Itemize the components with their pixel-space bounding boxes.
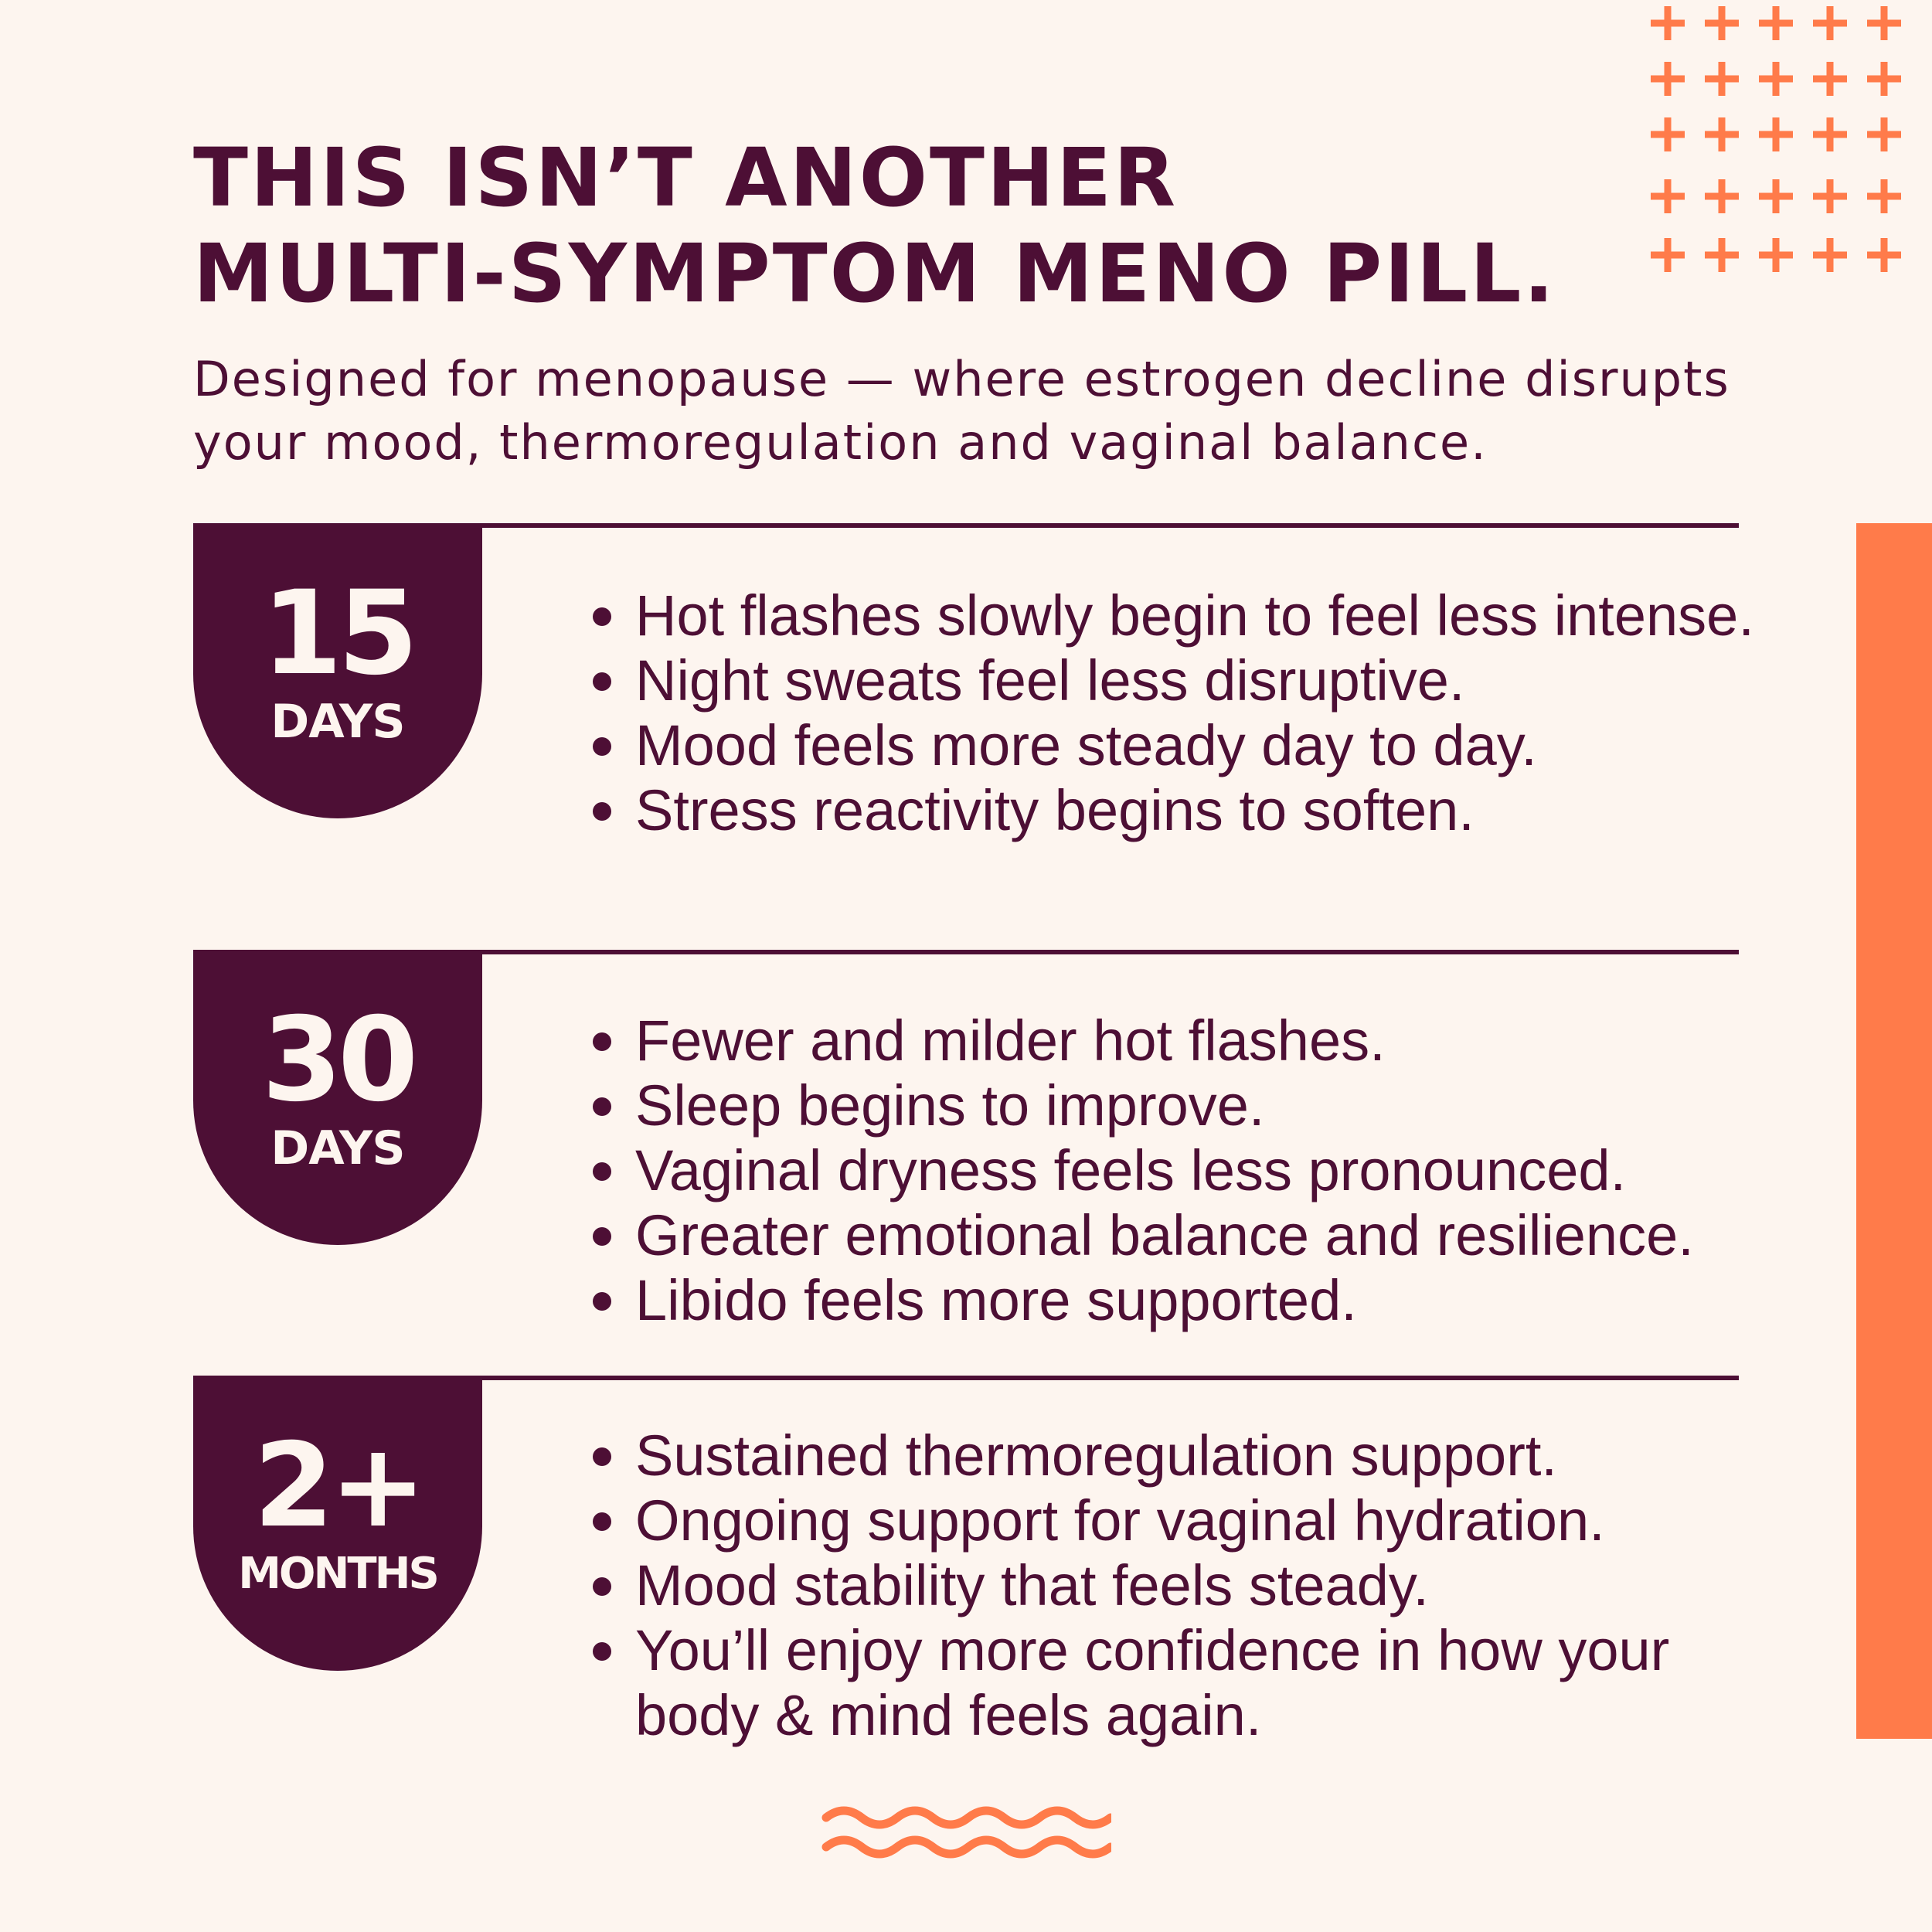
timeline-section-15-days xyxy=(193,523,1754,842)
timeline-section-30-days xyxy=(193,950,1739,1332)
section-divider xyxy=(479,1376,1739,1380)
headline-line-1: THIS ISN’T ANOTHER xyxy=(193,131,1179,225)
benefit-item: Sleep begins to improve. xyxy=(583,1073,1694,1138)
section-divider xyxy=(479,950,1739,954)
benefit-list xyxy=(583,1009,1694,1333)
benefit-item: You’ll enjoy more confidence in how your xyxy=(583,1618,1669,1683)
orange-side-bar xyxy=(1856,523,1932,1739)
badge-unit: DAYS xyxy=(270,695,405,749)
badge-unit: MONTHS xyxy=(238,1549,437,1599)
badge-number: 2+ xyxy=(253,1419,423,1553)
benefit-item: Night sweats feel less disruptive. xyxy=(583,648,1754,713)
time-badge xyxy=(193,523,482,818)
benefit-item: Mood stability that feels steady. xyxy=(583,1553,1669,1618)
headline xyxy=(193,130,1556,321)
wavy-lines-icon xyxy=(821,1801,1111,1862)
benefit-item: Hot flashes slowly begin to feel less intense. xyxy=(583,583,1754,648)
benefit-item: Fewer and milder hot flashes. xyxy=(583,1009,1694,1073)
section-divider xyxy=(479,523,1739,528)
benefit-list xyxy=(583,583,1754,843)
time-badge xyxy=(193,1376,482,1671)
badge-unit: DAYS xyxy=(270,1121,405,1175)
badge-number: 30 xyxy=(261,993,414,1128)
benefit-item: Mood feels more steady day to day. xyxy=(583,713,1754,778)
subheadline xyxy=(193,348,1855,474)
headline-line-2: MULTI-SYMPTOM MENO PILL. xyxy=(193,226,1556,321)
badge-number: 15 xyxy=(261,566,414,701)
benefit-item: Stress reactivity begins to soften. xyxy=(583,778,1754,843)
benefit-item: Ongoing support for vaginal hydration. xyxy=(583,1488,1669,1553)
subheadline-line-1: Designed for menopause — where estrogen decline disrupts xyxy=(193,351,1730,407)
plus-grid-decoration xyxy=(1642,0,1920,282)
benefit-item: Vaginal dryness feels less pronounced. xyxy=(583,1138,1694,1203)
benefit-item: Sustained thermoregulation support. xyxy=(583,1423,1669,1488)
benefit-item-continuation: body & mind feels again. xyxy=(635,1683,1262,1747)
benefit-item: Libido feels more supported. xyxy=(583,1268,1694,1333)
time-badge xyxy=(193,950,482,1245)
benefit-list xyxy=(583,1423,1669,1748)
benefit-item: Greater emotional balance and resilience. xyxy=(583,1203,1694,1268)
timeline-section-2-months xyxy=(193,1376,1739,1747)
subheadline-line-2: your mood, thermoregulation and vaginal balance. xyxy=(193,414,1488,471)
